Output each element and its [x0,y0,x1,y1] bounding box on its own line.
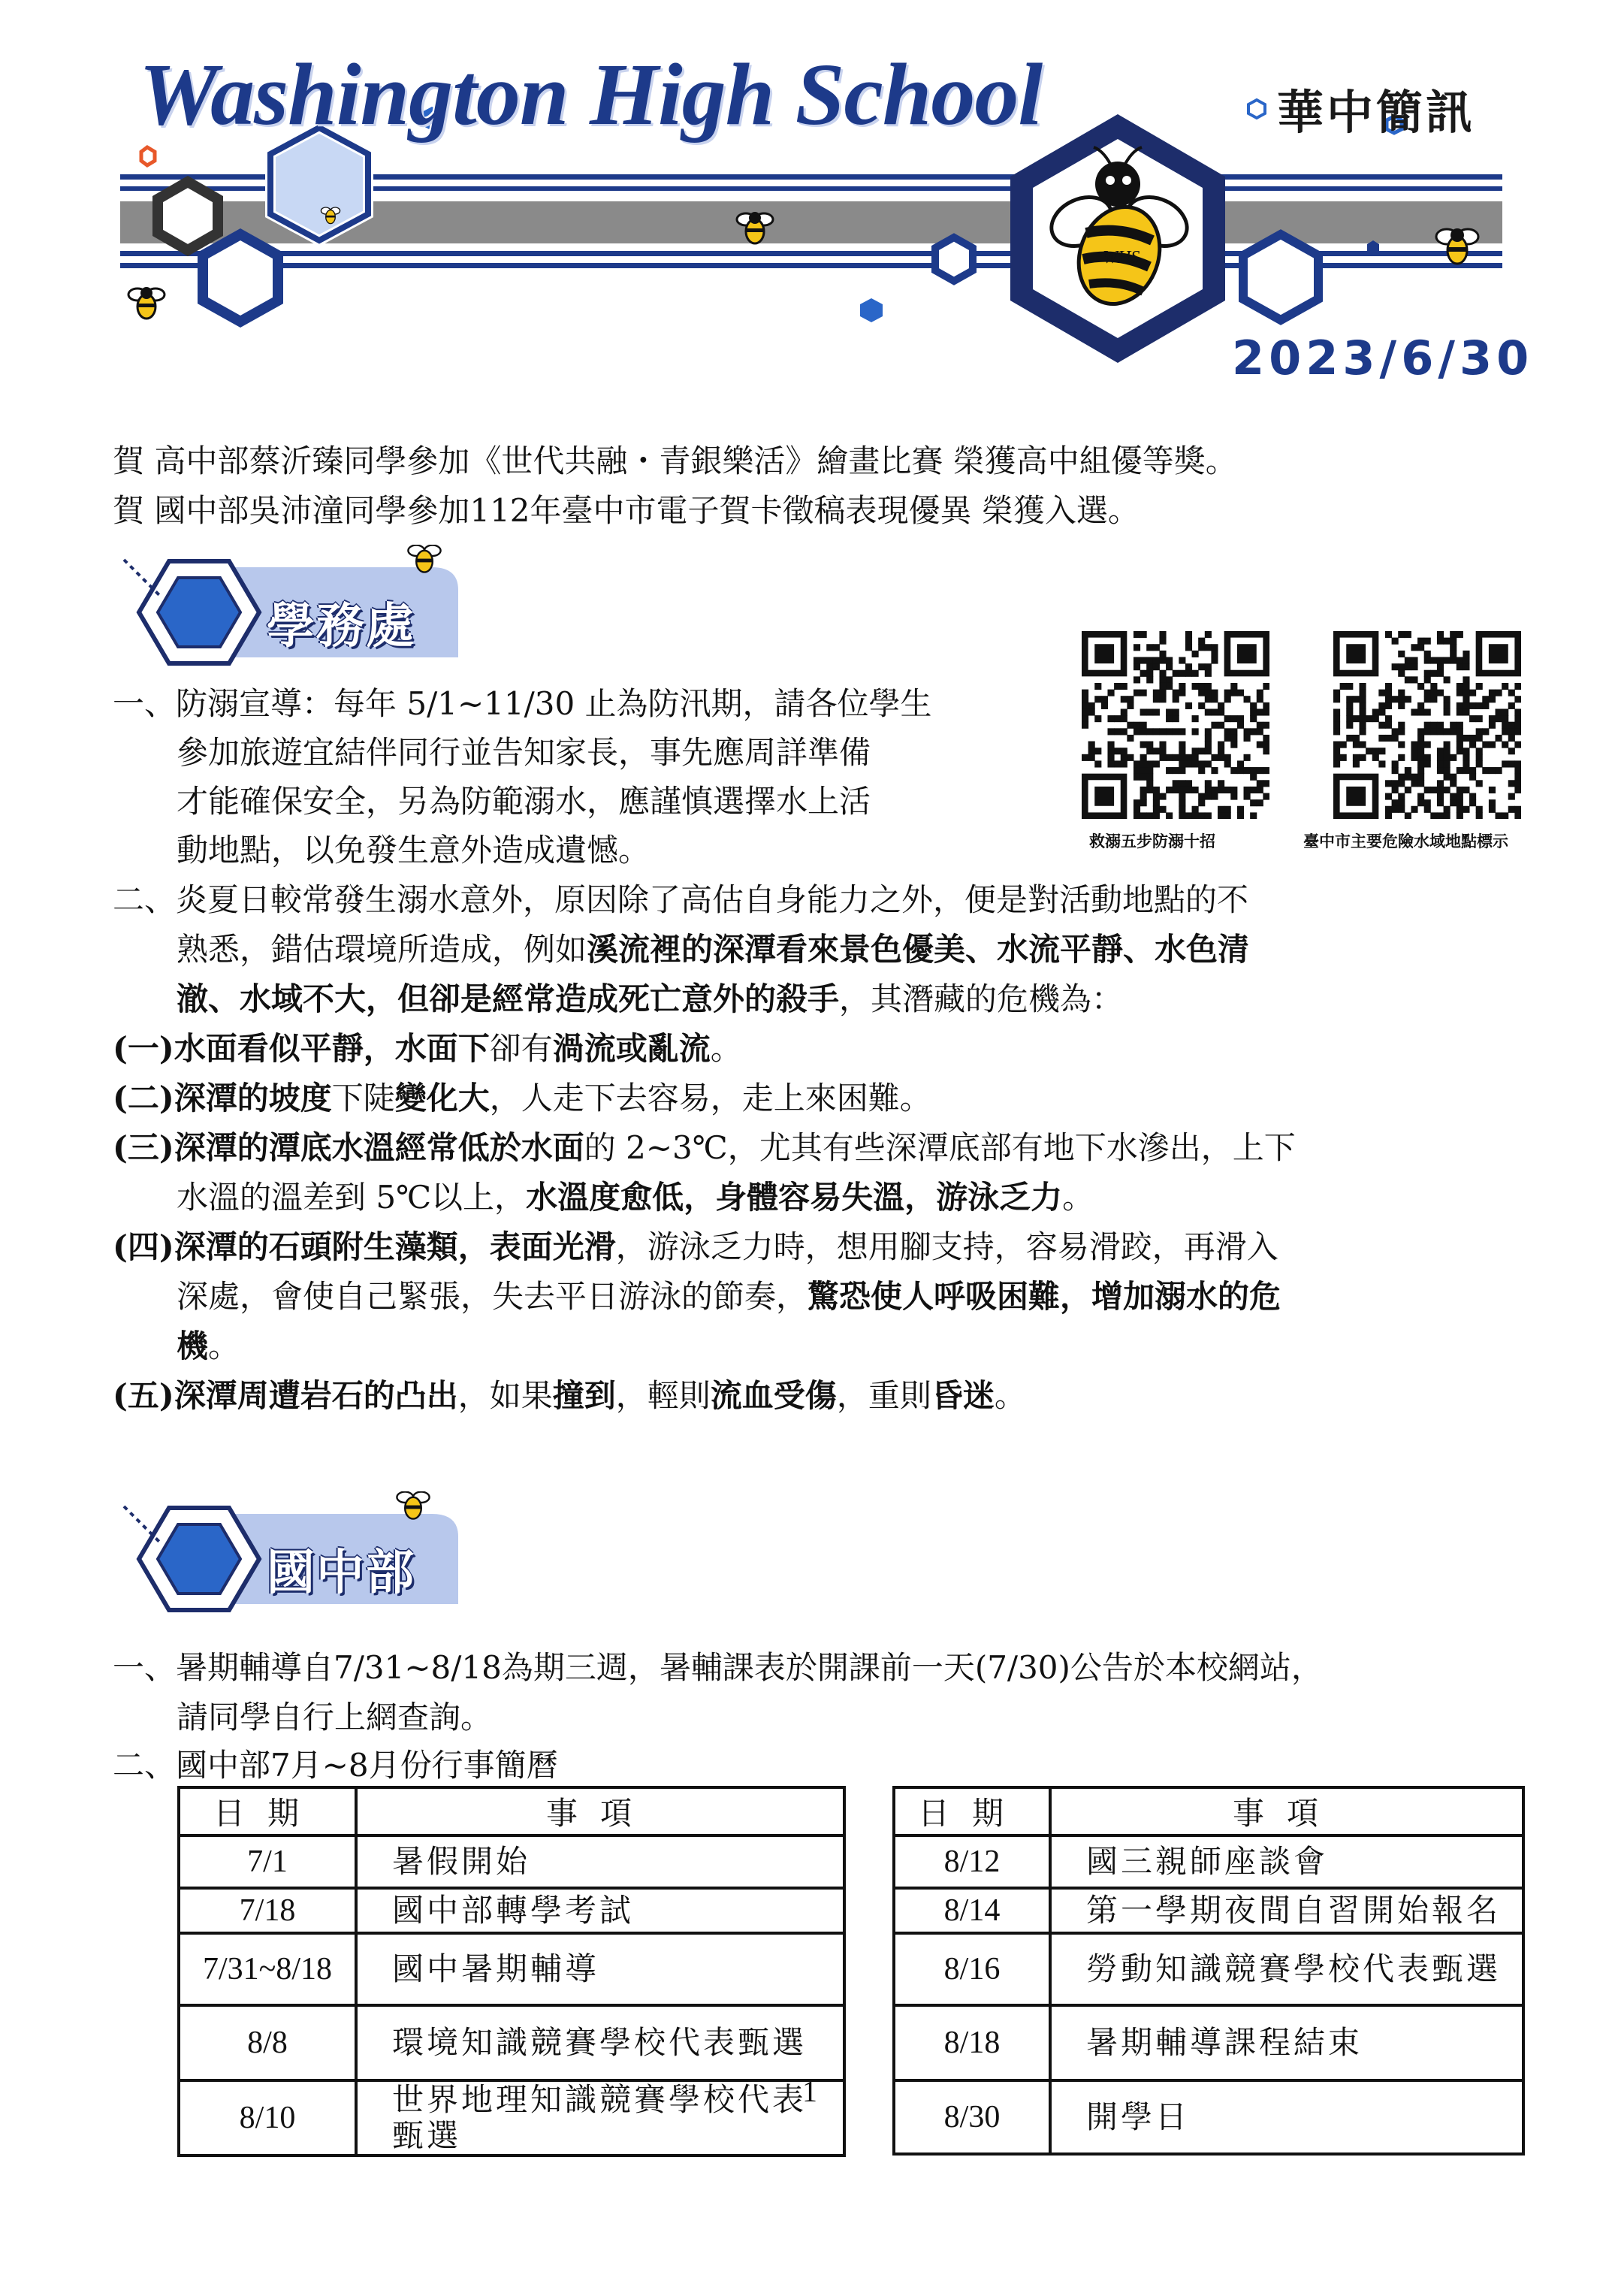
calendar-table-right [892,1786,1525,2156]
hazard-point-4-cont: 深處，會使自己緊張，失去平日游泳的節奏，驚恐使人呼吸困難，增加溺水的危 [177,1278,1281,1315]
table-row: 8/18 暑期輔導課程結束 [894,2005,1523,2080]
qr-code-danger-waters[interactable] [1333,631,1521,819]
junior-item2: 二、國中部7月~8月份行事簡曆 [113,1747,558,1784]
qr-caption-1: 救溺五步防溺十招 [1089,832,1215,850]
calendar-table-left [177,1786,846,2157]
student-affairs-badge: 學務處 [267,599,415,654]
qr-code-drowning-tips[interactable] [1082,631,1269,819]
table-row: 8/14 第一學期夜間自習開始報名 [894,1888,1523,1933]
table-row: 8/8 環境知識競賽學校代表甄選 [179,2005,844,2080]
newsletter-name: 華中簡訊 [1277,85,1476,140]
issue-date: 2023/6/30 [1232,331,1534,385]
hazard-point-2: (二)深潭的坡度下陡變化大，人走下去容易，走上來困難。 [113,1080,931,1116]
table-row: 7/31~8/18 國中暑期輔導 [179,1933,844,2005]
affairs-item2-line3: 澈、水域不大，但卻是經常造成死亡意外的殺手，其潛藏的危機為： [177,980,1124,1017]
table-row: 8/12 國三親師座談會 [894,1835,1523,1888]
table-row: 7/18 國中部轉學考試 [179,1888,844,1933]
affairs-item1-line1: 一、防溺宣導：每年 5/1~11/30 止為防汛期，請各位學生 [113,685,932,722]
hazard-point-4: (四)深潭的石頭附生藻類，表面光滑，游泳乏力時，想用腳支持，容易滑跤，再滑入 [113,1228,1278,1265]
affairs-item2-line2: 熟悉，錯估環境所造成，例如溪流裡的深潭看來景色優美、水流平靜、水色清 [177,931,1250,968]
col-header-date: 日期 [894,1787,1050,1835]
table-row: 8/16 勞動知識競賽學校代表甄選 [894,1933,1523,2005]
hazard-point-5: (五)深潭周遭岩石的凸出，如果撞到，輕則流血受傷，重則昏迷。 [113,1377,1026,1414]
bullet-hex-icon [1245,98,1268,120]
table-row: 7/1 暑假開始 [179,1835,844,1888]
table-row: 8/30 開學日 [894,2080,1523,2154]
hazard-point-1: (一)水面看似平靜，水面下卻有渦流或亂流。 [113,1030,742,1067]
hazard-point-3: (三)深潭的潭底水溫經常低於水面的 2~3℃，尤其有些深潭底部有地下水滲出，上下 [113,1129,1296,1166]
affairs-item1-line3: 才能確保安全，另為防範溺水，應謹慎選擇水上活 [177,783,871,820]
junior-item1-line1: 一、暑期輔導自7/31~8/18為期三週，暑輔課表於開課前一天(7/30)公告於本校網站， [113,1649,1323,1686]
hazard-point-4-end: 機。 [177,1328,240,1364]
congrats-line-2: 賀 國中部吳沛潼同學參加112年臺中市電子賀卡徵稿表現優異 榮獲入選。 [113,492,1140,529]
school-name: Washington High School [139,45,1043,144]
page-number: 1 [802,2074,817,2108]
affairs-item1-line4: 動地點，以免發生意外造成遺憾。 [177,832,651,869]
affairs-item2-line1: 二、炎夏日較常發生溺水意外，原因除了高估自身能力之外，便是對活動地點的不 [113,881,1249,918]
junior-item1-line2: 請同學自行上網查詢。 [177,1699,493,1736]
col-header-item: 事項 [1050,1787,1523,1835]
col-header-date: 日期 [179,1787,356,1835]
hazard-point-3-cont: 水溫的溫差到 5℃以上，水溫度愈低，身體容易失溫，游泳乏力。 [177,1179,1094,1216]
qr-caption-2: 臺中市主要危險水域地點標示 [1303,832,1508,850]
affairs-item1-line2: 參加旅遊宜結伴同行並告知家長，事先應周詳準備 [177,734,871,771]
svg-text:WHS: WHS [1103,248,1140,267]
congrats-line-1: 賀 高中部蔡沂臻同學參加《世代共融・青銀樂活》繪畫比賽 榮獲高中組優等獎。 [113,443,1237,479]
table-row: 8/10 世界地理知識競賽學校代表甄選 [179,2080,844,2156]
junior-high-badge: 國中部 [267,1545,415,1601]
col-header-item: 事項 [356,1787,844,1835]
